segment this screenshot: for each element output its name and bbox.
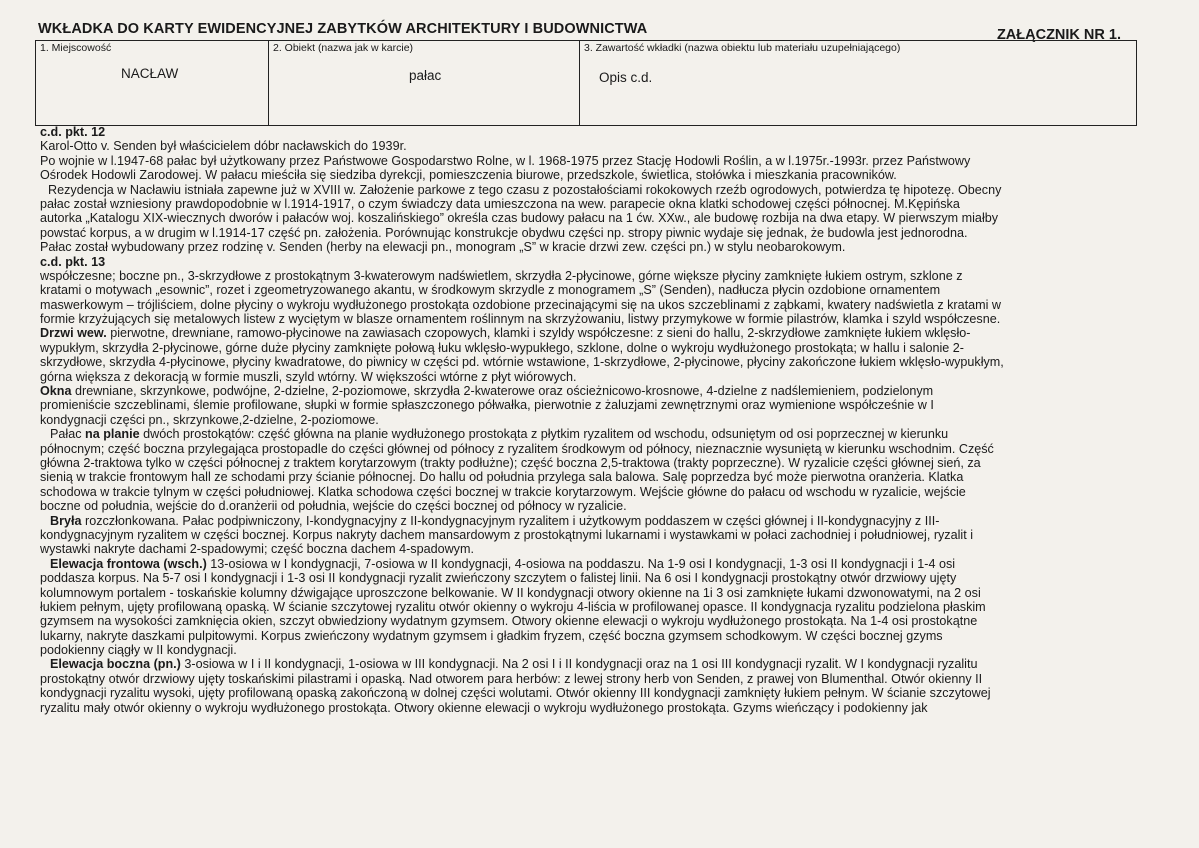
document-body (40, 125, 1120, 715)
text-line: prostokątny otwór drzwiowy ujęty toskańskimi pilastrami i opaską. Nad otworem para herbów: z lewej strony herb von Senden, z prawej von Blumenthal. Otwór okienny II (40, 671, 983, 686)
text-line: północnym; część boczna przylegająca prostopadle do części głównej od północy z ryzalitem środkowym od północy, nieznacznie wysuniętą w kierunku wschodnim. Część (40, 441, 994, 456)
text-line: kolumnowym portalem - toskańskie kolumny dźwigające uproszczone belkowanie. W II kondygnacji otwory okienne na 1i 3 osi zamknięte łukami dzwonowatymi, na 2 osi (40, 585, 981, 600)
locality-label: 1. Miejscowość (40, 42, 112, 54)
object-field (269, 41, 580, 125)
locality-value: NACŁAW (121, 66, 179, 81)
text-line: schodowa w trakcie tylnym w części południowej. Klatka schodowa części bocznej w trakcie korytarzowym. Wejście główne do pałacu od wschodu w ryzalicie, wejście (40, 484, 966, 499)
section-heading-12: c.d. pkt. 12 (40, 125, 106, 139)
text-line: powstać korpus, a w drugim w l.1914-17 część pn. założenia. Porównując konstrukcje obydwu części np. stropy piwnic wydaje się jednak, że budowla jest jednorodna. (40, 225, 968, 240)
locality-field (36, 41, 269, 125)
inline-heading-plan: na planie (85, 427, 140, 442)
section-heading-13: c.d. pkt. 13 (40, 254, 106, 269)
text-line: wypukłym, skrzydła 2-płycinowe, górne duże płyciny zamknięte połową łuku wklęsło-wypukłego, szklone, dolne o wykroju wydłużonego prostokąta; w hallu i salonie 2- (40, 340, 964, 355)
text-run: drewniane, skrzynkowe, podwójne, 2-dzielne, 2-poziomowe, skrzydła 2-kwaterowe oraz ościeżnicowo-krosnowe, 4-dzielne z nadślemieniem, podzielonym (71, 384, 934, 399)
annex-label: ZAŁĄCZNIK NR 1. (996, 27, 1121, 43)
text-line: poddasza korpus. Na 5-7 osi I kondygnacji i 1-3 osi II kondygnacji ryzalit zwieńczony szczytem o falistej linii. Na 6 osi I kondygnacji prostokątny otwór drzwiowy ujęty (40, 571, 957, 586)
text-line (40, 514, 1120, 528)
text-line: główna 2-traktowa tylko w części północnej z traktem korytarzowym (trakty podłużne); część boczna 2,5-traktowa (trakty poprzeczne). W ryzalicie części głównej sień, za (40, 455, 981, 470)
text-line: kondygnacji ryzalitu wysoki, ujęty profilowaną opaską zakończoną w dolnej części wolutami. Otwór okienny III kondygnacji zamknięty łukiem pełnym. W ścianie szczytowej (40, 686, 991, 701)
text-run: dwóch prostokątów: część główna na planie wydłużonego prostokąta z płytkim ryzalitem od wschodu, odsuniętym od osi poprzecznej w kierunku (139, 427, 949, 442)
text-line (40, 657, 1120, 671)
object-value: pałac (409, 68, 442, 83)
content-label: 3. Zawartość wkładki (nazwa obiektu lub materiału uzupełniającego) (584, 42, 901, 54)
text-line: boczne od południa, wejście do d.oranżerii od południa, wejście do części bocznej od północy w ryzalicie. (40, 499, 627, 514)
inline-heading-massing: Bryła (50, 513, 82, 528)
header-fields-table (35, 40, 1137, 126)
text-line: formie krzyżujących się metalowych listew z wyciętym w blasze ornamentem roślinnym na skrzyżowaniu, listwy przymykowe w formie pilastrów, klamka i szyld współczesne. (40, 312, 1001, 327)
text-line (40, 384, 1120, 398)
text-line (40, 326, 1120, 340)
content-value: Opis c.d. (599, 70, 653, 85)
inline-heading-front-elevation: Elewacja frontowa (wsch.) (50, 556, 207, 571)
text-line (40, 427, 1120, 441)
text-line: skrzydłowe, skrzydła 4-płycinowe, płyciny kwadratowe, do piwnicy w części pd. wtórnie wstawione, 1-skrzydłowe, 2-płycinowe, płyciny zakończone łukiem wklęsło-wypukłym, (40, 355, 1004, 370)
text-line: sienią w trakcie frontowym hall ze schodami przy ścianie północnej. Do hallu od południa przylega sala balowa. Salę poprzedza być może pierwotna oranżeria. Klatka (40, 470, 964, 485)
text-line: lukarny, nakryte daszkami pulpitowymi. Korpus zwieńczony wydatnym gzymsem i gładkim fryzem, część boczna gzymsem schodkowym. W części bocznej gzyms (40, 628, 943, 643)
text-line: współczesne; boczne pn., 3-skrzydłowe z prostokątnym 3-kwaterowym nadświetlem, skrzydła 2-płycinowe, górne większe płyciny zamknięte łukiem ostrym, szklone z (40, 268, 963, 283)
text-line: Rezydencja w Nacławiu istniała zapewne już w XVIII w. Założenie parkowe z tego czasu z pozostałościami rokokowych rzeźb ogrodowych, potwierdza tę hipotezę. Obecny (48, 182, 1002, 197)
text-line: wystawki nakryte dachami 2-spadowymi; część boczna dachem 4-spadowym. (40, 542, 474, 557)
document-title: WKŁADKA DO KARTY EWIDENCYJNEJ ZABYTKÓW ARCHITEKTURY I BUDOWNICTWA (38, 21, 648, 37)
text-line: autorka „Katalogu XIX-wiecznych dworów i pałaców woj. koszalińskiego” określa czas budowy pałacu na 1 ćw. XXw., ale budowę rozbija na dwa etapy. W pierwszym miałby (40, 211, 999, 226)
inline-heading-inner-doors: Drzwi wew. (40, 326, 107, 341)
text-line: Ośrodek Hodowli Zarodowej. W pałacu mieściła się siedziba dyrekcji, pomieszczenia biurowe, przedszkole, świetlica, stołówka i mieszkania pracowników. (40, 168, 897, 183)
text-line: łukiem pełnym, ujęty profilowaną opaską. W ścianie szczytowej ryzalitu otwór okienny o wykroju 4-liścia w profilowanej opasce. II kondygnacja ryzalitu podzielona płaskim (40, 599, 986, 614)
text-run: Pałac (50, 427, 86, 442)
text-line: Pałac został wybudowany przez rodzinę v. Senden (herby na elewacji pn., monogram „S” w kracie drzwi zew. części pn.) w stylu neobarokowym. (40, 240, 846, 255)
text-line: Karol-Otto v. Senden był właścicielem dóbr nacławskich do 1939r. (40, 139, 407, 154)
text-line: kondygnacyjnym ryzalitem w części bocznej. Korpus nakryty dachem mansardowym z prostokątnymi lukarnami i wystawkami w połaci zachodniej i południowej, ryzalit i (40, 527, 974, 542)
content-field (580, 41, 1136, 125)
inline-heading-side-elevation: Elewacja boczna (pn.) (50, 657, 181, 672)
text-line: górna większa z dekoracją w formie muszli, szyld wtórny. W większości wtórne z płyt wiórowych. (40, 369, 577, 384)
text-run: 13-osiowa w I kondygnacji, 7-osiowa w II kondygnacji, 4-osiowa na poddaszu. Na 1-9 osi I kondygnacji, 1-3 osi II kondygnacji i 1-4 osi (206, 556, 956, 571)
text-line: maswerkowym – trójliściem, dolne płyciny o wykroju wydłużonego prostokąta ozdobione przecinającymi się na ukos szczeblinami z ząbkami, kwatery nadświetla z kratami w (40, 297, 1002, 312)
text-run: pierwotne, drewniane, ramowo-płycinowe na zawiasach czopowych, klamki i szyldy współczesne: z sieni do hallu, 2-skrzydłowe zamknięte łukiem wklęsło- (106, 326, 971, 341)
text-line: promieniście szczeblinami, ślemie profilowane, słupki w formie spłaszczonego półwałka, pierwotnie z żaluzjami zewnętrznymi oraz wymienione współcześnie w I (40, 398, 934, 413)
text-line: pałac został wzniesiony prawdopodobnie w l.1914-1917, o czym świadczy data umieszczona na wew. parapecie okna klatki schodowej części północnej. M.Kępińska (40, 196, 960, 211)
object-label: 2. Obiekt (nazwa jak w karcie) (273, 42, 414, 54)
text-run: 3-osiowa w I i II kondygnacji, 1-osiowa w III kondygnacji. Na 2 osi I i II kondygnacji oraz na 1 osi III kondygnacji ryzalit. W I kondygnacji ryzalitu (180, 657, 978, 672)
text-run: rozczłonkowana. Pałac podpiwniczony, I-kondygnacyjny z II-kondygnacyjnym ryzalitem i użytkowym poddaszem w części głównej i II-kondygnacyjny z III- (81, 513, 940, 528)
text-line: podokienny ciągły w II kondygnacji. (40, 643, 237, 658)
inline-heading-windows: Okna (40, 384, 72, 399)
text-line: Po wojnie w l.1947-68 pałac był użytkowany przez Państwowe Gospodarstwo Rolne, w l. 1968-1975 przez Stację Hodowli Roślin, a w l.1975r.-1993r. przez Państwowy (40, 153, 971, 168)
text-line (40, 557, 1120, 571)
text-line: ryzalitu mały otwór okienny o wykroju wydłużonego prostokąta. Otwory okienne elewacji o wykroju wydłużonego prostokąta. Gzyms wieńczący i podokienny jak (40, 700, 928, 715)
text-line: gzymsem na wysokości zamknięcia okien, szczyt obwiedziony wydatnym gzymsem. Otwory okienne elewacji o wykroju wydłużonego prostokąta. Na 1-4 osi prostokątne (40, 614, 978, 629)
text-line: kratami o motywach „esownic”, rozet i zgeometryzowanego akantu, w środkowym skrzydle z monogramem „S” (Senden), nadłucza płycin ozdobione ornamentem (40, 283, 941, 298)
text-line: kondygnacji części pn., skrzynkowe,2-dzielne, 2-poziomowe. (40, 412, 379, 427)
